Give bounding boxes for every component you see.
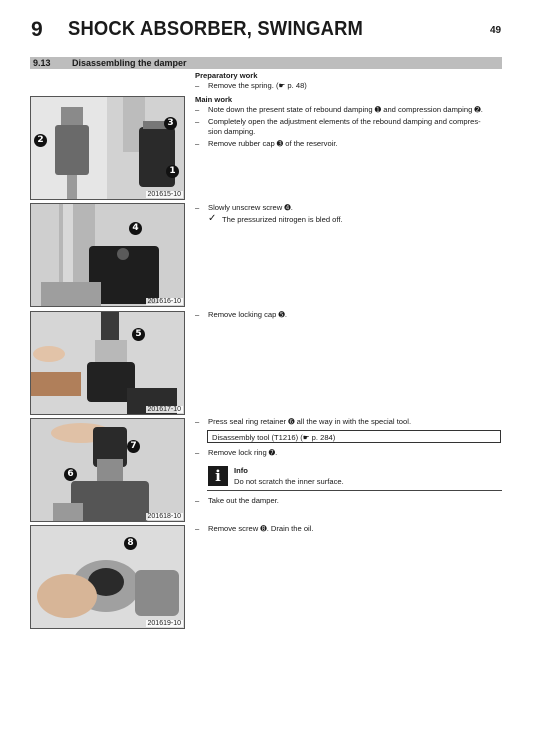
step-remove-locking-cap: Remove locking cap ➎. (208, 310, 287, 319)
callout-7: 7 (127, 440, 140, 453)
info-title: Info (234, 466, 248, 475)
photo-caption: 201616-10 (147, 298, 181, 305)
check-icon: ✓ (208, 213, 217, 224)
step-open-adjusters-line1: Completely open the adjustment elements of the rebound damping and compres- (208, 117, 481, 126)
screw-image (31, 204, 184, 306)
step-remove-rubber-cap: Remove rubber cap ➌ of the reservoir. (208, 139, 338, 148)
bullet-dash: – (195, 310, 200, 319)
seal-ring-image (31, 419, 184, 521)
bullet-dash: – (195, 203, 200, 212)
section-header (30, 57, 502, 69)
bullet-dash: – (195, 139, 200, 148)
callout-4: 4 (129, 222, 142, 235)
photo-locking-cap (30, 311, 185, 415)
page-number: 49 (490, 25, 502, 36)
step-take-out-damper: Take out the damper. (208, 496, 279, 505)
main-heading: Main work (195, 95, 233, 104)
damper-overview-image (31, 97, 184, 199)
bullet-dash: – (195, 448, 200, 457)
special-tool-box: Disassembly tool (T1216) (☛ p. 284) (207, 430, 501, 443)
bullet-dash: – (195, 417, 200, 426)
section-title: Disassembling the damper (72, 58, 187, 68)
section-number: 9.13 (33, 58, 51, 68)
callout-8: 8 (124, 537, 137, 550)
callout-3: 3 (164, 117, 177, 130)
info-divider (207, 490, 502, 491)
chapter-title: SHOCK ABSORBER, SWINGARM (68, 18, 364, 40)
photo-caption: 201617-10 (147, 406, 181, 413)
photo-drain (30, 525, 185, 629)
photo-caption: 201619-10 (147, 620, 181, 627)
step-note-damping: Note down the present state of rebound damping ➊ and compression damping ➋. (208, 105, 483, 114)
step-drain-oil: Remove screw ➑. Drain the oil. (208, 524, 314, 533)
result-nitrogen-bled: The pressurized nitrogen is bled off. (222, 215, 343, 224)
step-press-seal-ring: Press seal ring retainer ➏ all the way in with the special tool. (208, 417, 412, 426)
info-icon: i (208, 466, 228, 486)
callout-5: 5 (132, 328, 145, 341)
photo-caption: 201618-10 (147, 513, 181, 520)
step-open-adjusters-line2: sion damping. (208, 127, 256, 136)
bullet-dash: – (195, 117, 200, 126)
callout-6: 6 (64, 468, 77, 481)
step-remove-lock-ring: Remove lock ring ➐. (208, 448, 278, 457)
chapter-number: 9 (31, 18, 43, 41)
drain-image (31, 526, 184, 628)
bullet-dash: – (195, 524, 200, 533)
photo-seal-ring (30, 418, 185, 522)
photo-caption: 201615-10 (147, 191, 181, 198)
preparatory-heading: Preparatory work (195, 71, 258, 80)
callout-2: 2 (34, 134, 47, 147)
info-text: Do not scratch the inner surface. (234, 477, 344, 486)
bullet-dash: – (195, 105, 200, 114)
photo-damper-overview (30, 96, 185, 200)
locking-cap-image (31, 312, 184, 414)
step-unscrew-screw: Slowly unscrew screw ➍. (208, 203, 293, 212)
bullet-dash: – (195, 496, 200, 505)
callout-1: 1 (166, 165, 179, 178)
step-remove-spring: Remove the spring. (☛ p. 48) (208, 81, 307, 90)
photo-screw (30, 203, 185, 307)
bullet-dash: – (195, 81, 200, 90)
